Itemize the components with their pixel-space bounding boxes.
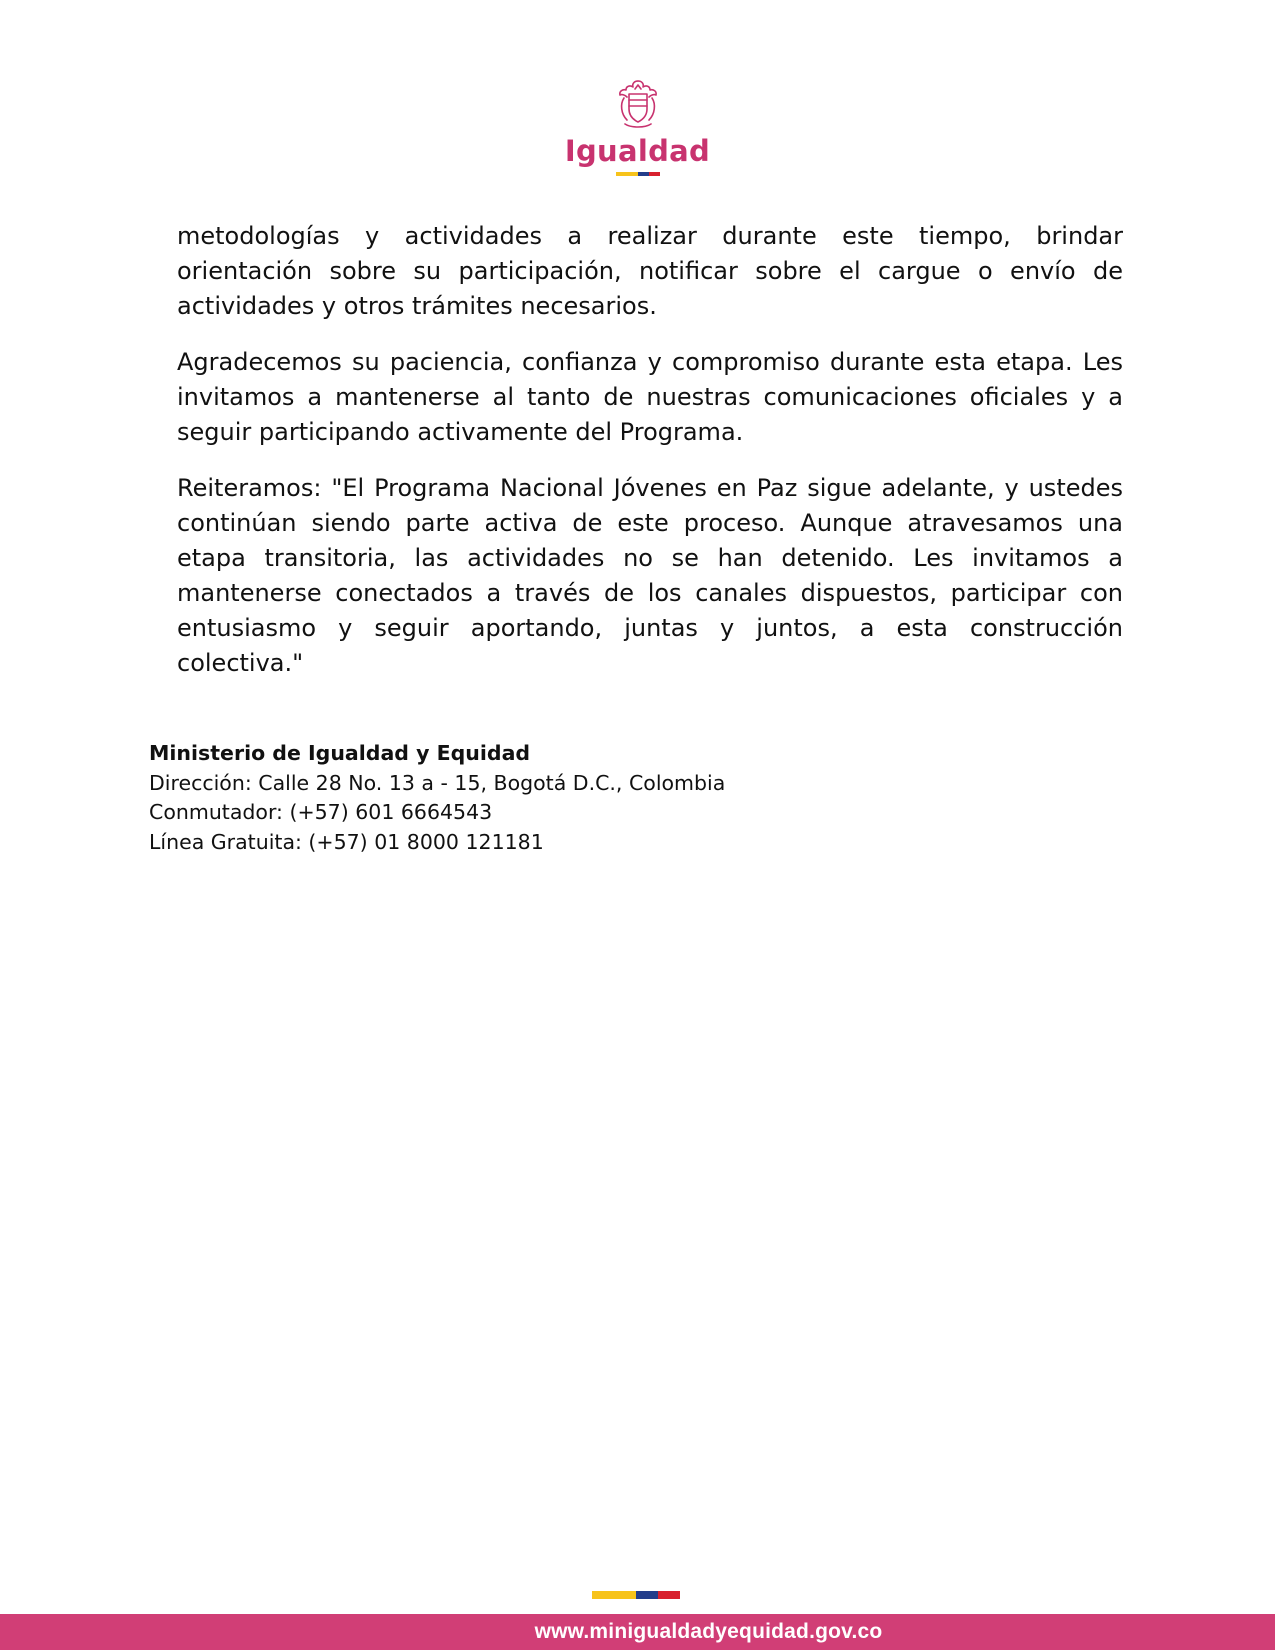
flag-stripe xyxy=(0,172,1275,176)
flag-red-stripe xyxy=(658,1591,680,1599)
flag-red-stripe xyxy=(649,172,660,176)
letterhead xyxy=(0,78,1275,176)
paragraph: metodologías y actividades a realizar durante este tiempo, brindar orientación sobre su participación, notificar sobre el cargue o envío de actividades y otros trámites necesarios. xyxy=(177,222,1123,320)
organization-name: Ministerio de Igualdad y Equidad xyxy=(149,741,531,765)
toll-free-line: Línea Gratuita: (+57) 01 8000 121181 xyxy=(149,829,544,854)
coat-of-arms-icon xyxy=(613,78,663,132)
brand-wordmark: Igualdad xyxy=(564,134,711,168)
paragraph: Agradecemos su paciencia, confianza y compromiso durante esta etapa. Les invitamos a mantenerse al tanto de nuestras comunicaciones oficiales y a seguir participando activamente del Programa. xyxy=(177,348,1123,446)
footer-bar xyxy=(0,1614,1275,1650)
contact-block xyxy=(149,739,725,857)
website-url: www.minigualdadyequidad.gov.co xyxy=(534,1620,883,1643)
paragraph: Reiteramos: "El Programa Nacional Jóvenes en Paz sigue adelante, y ustedes continúan siendo parte activa de este proceso. Aunque atravesamos una etapa transitoria, las actividades no se han detenido. Les invitamos a mantenerse conectados a través de los canales dispuestos, participar con entusiasmo y seguir aportando, juntas y juntos, a esta construcción colectiva." xyxy=(177,474,1123,677)
address-line: Dirección: Calle 28 No. 13 a - 15, Bogotá D.C., Colombia xyxy=(149,770,726,795)
flag-yellow-stripe xyxy=(616,172,638,176)
flag-blue-stripe xyxy=(638,172,649,176)
switchboard-line: Conmutador: (+57) 601 6664543 xyxy=(149,800,493,824)
footer-flag-stripe xyxy=(592,1591,680,1599)
letter-body xyxy=(177,219,1123,702)
flag-yellow-stripe xyxy=(592,1591,636,1599)
flag-blue-stripe xyxy=(636,1591,658,1599)
